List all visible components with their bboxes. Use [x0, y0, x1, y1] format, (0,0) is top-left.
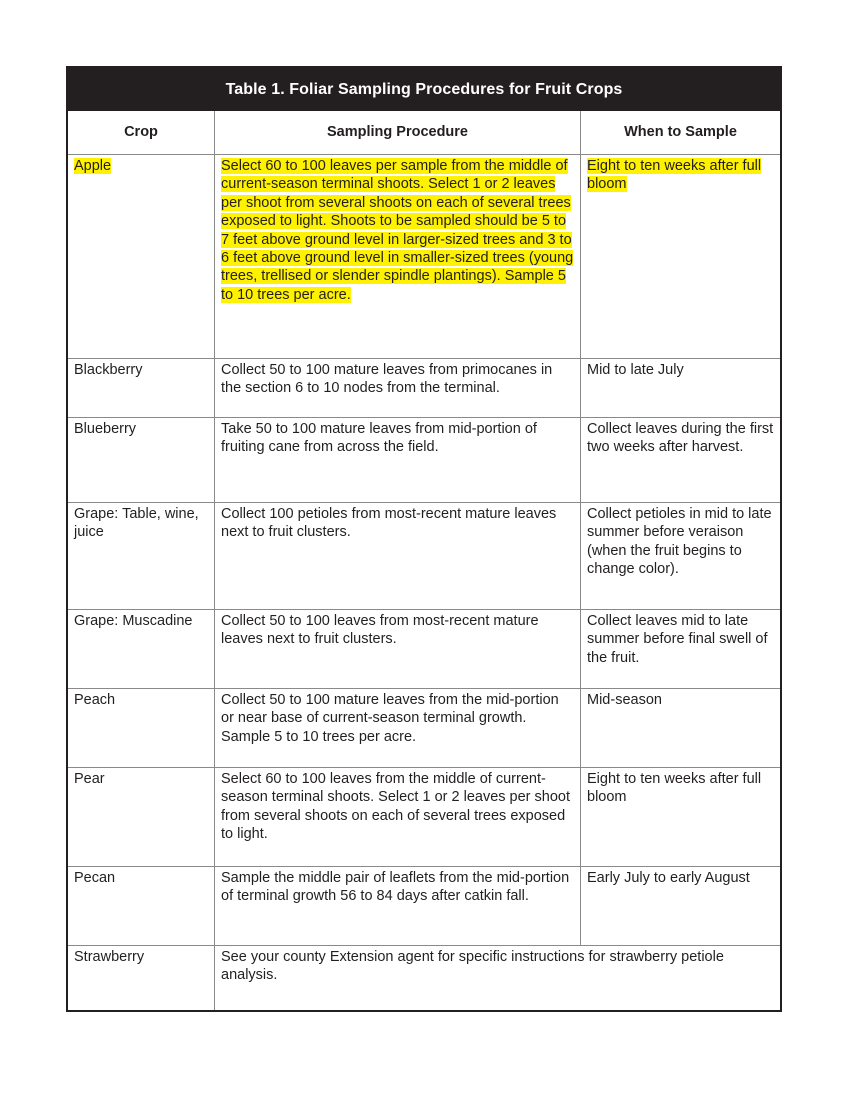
table-row [68, 417, 780, 502]
procedure-text: Take 50 to 100 mature leaves from mid-portion of fruiting cane from across the field. [215, 418, 581, 502]
procedure-cell [215, 155, 581, 358]
when-text: Early July to early August [587, 870, 750, 886]
table-row [68, 502, 780, 609]
table-title: Table 1. Foliar Sampling Procedures for Fruit Crops [68, 68, 780, 111]
crop-name: Grape: Muscadine [68, 610, 215, 688]
procedure-text: Sample the middle pair of leaflets from the mid-portion of terminal growth 56 to 84 days after catkin fall. [215, 867, 581, 945]
crop-name: Blueberry [68, 418, 215, 502]
header-when: When to Sample [624, 124, 737, 141]
procedure-note: See your county Extension agent for specific instructions for strawberry petiole analysis. [221, 949, 724, 984]
crop-name: Strawberry [68, 946, 215, 1010]
when-text: Eight to ten weeks after full bloom [587, 771, 762, 806]
table-row [68, 358, 780, 417]
procedure-text: Collect 100 petioles from most-recent mature leaves next to fruit clusters. [215, 503, 581, 609]
crop-cell [68, 155, 215, 358]
table-row [68, 866, 780, 945]
header-procedure: Sampling Procedure [215, 111, 581, 154]
table-row [68, 154, 780, 358]
procedure-text: Collect 50 to 100 mature leaves from the mid-portion or near base of current-season terminal growth. Sample 5 to 10 trees per acre. [215, 689, 581, 767]
when-text: Collect leaves during the first two weeks after harvest. [587, 421, 774, 456]
sampling-table [66, 66, 782, 1012]
procedure-text: Select 60 to 100 leaves from the middle of current-season terminal shoots. Select 1 or 2 leaves per shoot from several shoots on each of several trees exposed to light. [215, 768, 581, 866]
when-text: Collect petioles in mid to late summer before veraison (when the fruit begins to change color). [587, 506, 772, 578]
crop-name: Peach [68, 689, 215, 767]
procedure-text: Collect 50 to 100 mature leaves from primocanes in the section 6 to 10 nodes from the terminal. [215, 359, 581, 417]
table-row [68, 688, 780, 767]
crop-name: Grape: Table, wine, juice [68, 503, 215, 609]
crop-name: Apple [74, 158, 112, 174]
when-text: Mid-season [587, 692, 662, 708]
crop-name: Pear [68, 768, 215, 866]
table-header-row [68, 111, 780, 154]
header-crop: Crop [68, 111, 215, 154]
crop-name: Blackberry [68, 359, 215, 417]
table-row [68, 767, 780, 866]
procedure-text: Collect 50 to 100 leaves from most-recent mature leaves next to fruit clusters. [215, 610, 581, 688]
crop-name: Pecan [68, 867, 215, 945]
when-text: Eight to ten weeks after full bloom [587, 158, 762, 193]
when-text: Mid to late July [587, 362, 684, 378]
table-row [68, 945, 780, 1010]
when-text: Collect leaves mid to late summer before final swell of the fruit. [587, 613, 768, 666]
table-row [68, 609, 780, 688]
procedure-text: Select 60 to 100 leaves per sample from the middle of current-season terminal shoots. Select 1 or 2 leaves per shoot from several shoots on each of several trees exposed to light. Shoots to be sampled should be 5 to 7 feet above ground level in larger-sized trees and 3 to 6 feet above ground level in smaller-sized trees (young trees, trellised or slender spindle plantings). Sample 5 to 10 trees per acre. [221, 158, 574, 303]
when-cell [581, 155, 780, 358]
